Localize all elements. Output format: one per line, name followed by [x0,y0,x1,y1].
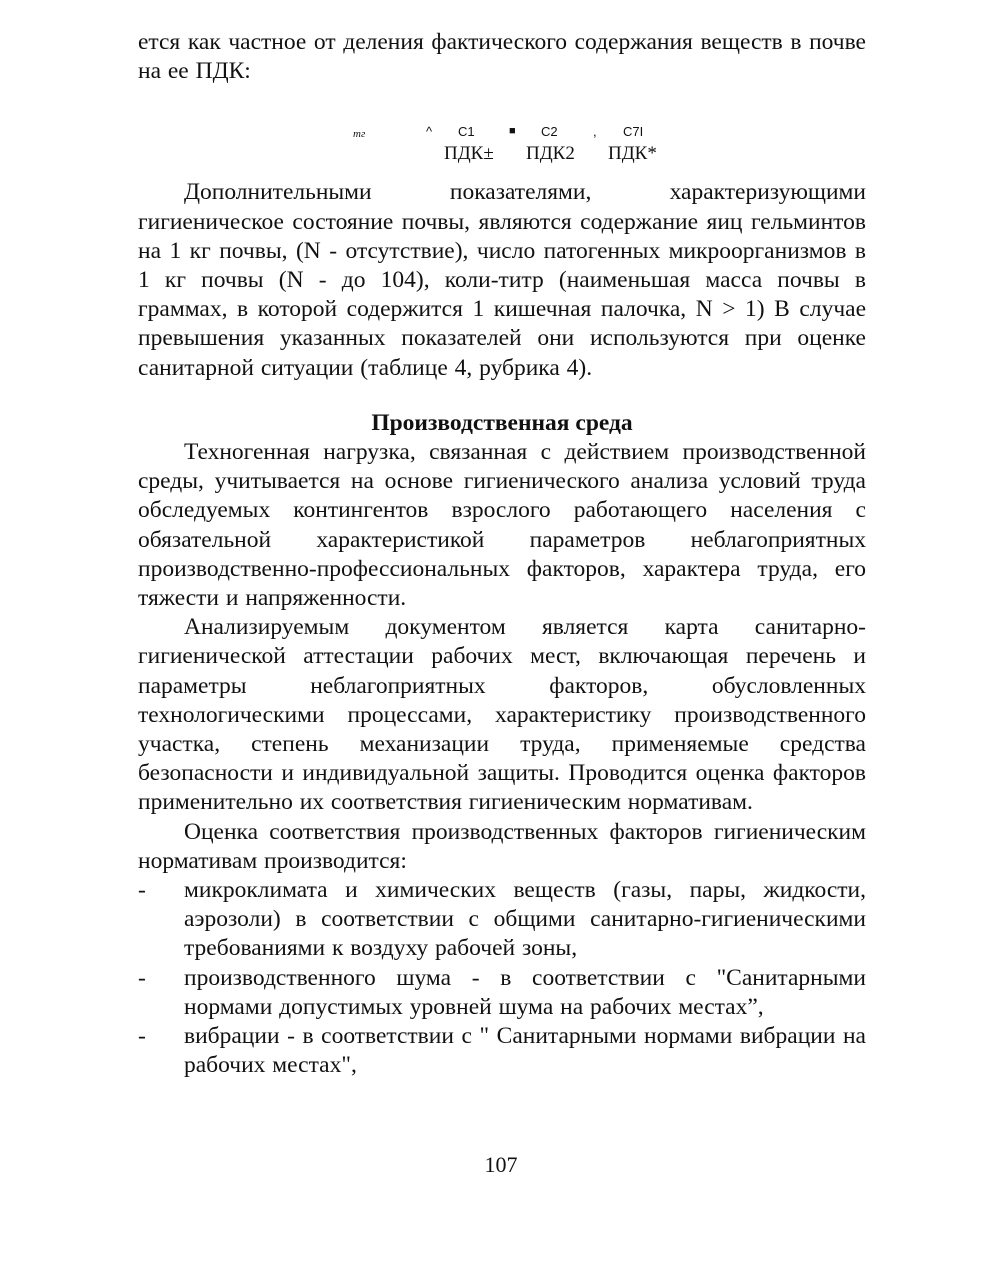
formula-c1: С1 [458,124,475,140]
formula-d2: ПДК2 [526,143,575,165]
formula-d1: ПДК± [444,143,494,165]
list-item-text: производственного шума - в соответствии с "Санитарными нормами допустимых уровней шума на рабочих местах”, [184,964,866,1020]
page-number: 107 [484,1152,518,1177]
section-heading: Производственная среда [371,409,633,436]
formula-tg: тг [353,128,366,141]
formula-dot: ■ [509,125,516,138]
list-item-text: вибрации - в соответствии с " Санитарными нормами вибрации на рабочих местах", [184,1023,866,1079]
list-marker: - [138,1023,146,1050]
list-item [138,1022,866,1080]
paragraph-intro-continuation: ется как частное от деления фактического содержания веществ в почве на ее ПДК: [138,29,866,85]
formula-caret: ^ [426,124,433,140]
paragraph-analyzed-document: Анализируемым документом является карта санитарно-гигиенической аттестации рабочих мест, включающая перечень и параметры неблагоприятных факторов, обусловленных технологическими процессами, характеристику производственного участка, степень механизации труда, применяемые средства безопасности и индивидуальной защиты. Проводится оценка факторов применительно их соответствия гигиеническим нормативам. [138,614,866,816]
list-marker: - [138,877,146,904]
formula [138,86,866,178]
list-marker: - [138,964,146,991]
paragraph-additional-indicators: Дополнительными показателями, характеризующими гигиеническое состояние почвы, являются содержание яиц гельминтов на 1 кг почвы, (N - отсутствие), число патогенных микроорганизмов в 1 кг почвы (N - до 104), коли-титр (наименьшая масса почвы в граммах, в которой содержится 1 кишечная палочка, N > 1) В случае превышения указанных показателей они используются при оценке санитарной ситуации (таблице 4, рубрика 4). [138,179,866,381]
list-item [138,876,866,964]
page-content [138,28,866,1081]
formula-comma: , [593,124,597,140]
list-item [138,964,866,1022]
formula-c3: С7І [623,124,644,140]
formula-d3: ПДК* [608,143,657,165]
paragraph-assessment: Оценка соответствия производственных факторов гигиеническим нормативам производится: [138,818,866,874]
formula-c2: С2 [541,124,558,140]
paragraph-technogenic-load: Техногенная нагрузка, связанная с действием производственной среды, учитывается на основе гигиенического анализа условий труда обследуемых контингентов взрослого работающего населения с обязательной характеристикой параметров неблагоприятных производственно-профессиональных факторов, характера труда, его тяжести и напряженности. [138,439,866,612]
list-item-text: микроклимата и химических веществ (газы, пары, жидкости, аэрозоли) в соответствии с общими санитарно-гигиеническими требованиями к воздуху рабочей зоны, [184,877,866,962]
